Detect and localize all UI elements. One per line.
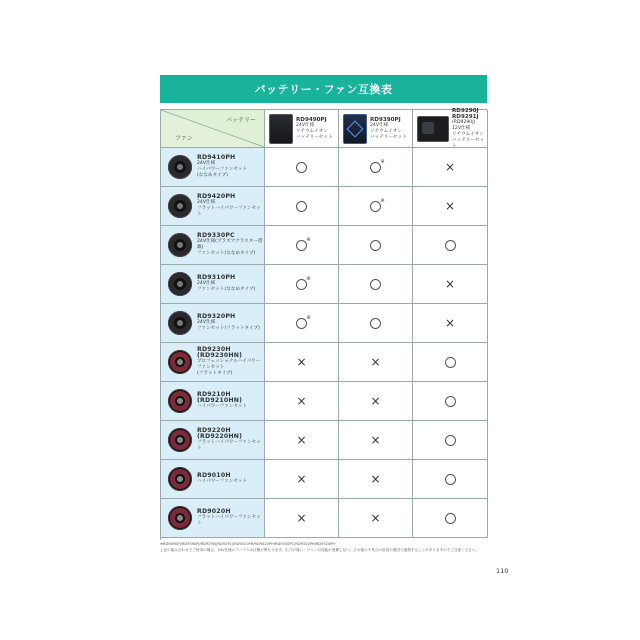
compatible-circle-icon [445,357,456,368]
fan-spec-line: フラットハイパワーファンセット [197,515,261,526]
battery-spec-line: リチウムイオン [452,131,484,137]
note-asterisk-icon: ※ [306,315,311,321]
table-row [161,460,488,499]
page-number: 110 [496,567,509,575]
fan-cell [161,226,265,265]
compatible-circle-icon [296,318,307,329]
compat-cell [339,421,413,460]
compatible-circle-icon [370,201,381,212]
note-asterisk-icon: ※ [306,237,311,243]
footnote-2: 上記の組み合わせでご使用の場合、24V仕様のデバイスは仕様が異なります。出力が弱い・ファンの性能が発揮しない。その他の不具合の原因の要因で損傷することがありますのでご注意ください。 [160,548,480,552]
compat-cell [413,421,488,460]
fan-spec-line: 24V仕様 [197,281,216,286]
battery-blue-icon [343,114,367,144]
compat-cell [339,265,413,304]
fan-icon [168,350,192,374]
compatible-circle-icon [445,396,456,407]
fan-cell [161,382,265,421]
fan-cell [161,304,265,343]
compatible-circle-icon [445,513,456,524]
fan-code: RD9230H (RD9230HN) [197,346,243,359]
fan-spec-line: ハイパワーファンセット [197,167,248,172]
fan-column-label: ファン [175,135,193,142]
battery-spec-line: 12V仕様 [452,125,471,131]
note-asterisk-icon: ※ [380,159,385,165]
table-row [161,187,488,226]
compat-cell [265,382,339,421]
battery-black-icon [269,114,293,144]
header-corner-cell [161,110,265,148]
incompatible-cross-icon: × [370,355,381,369]
fan-icon [168,233,192,257]
battery-spec-line: (RD9290J) [452,119,476,125]
battery-description [296,117,333,141]
fan-cell [161,343,265,382]
battery-code: RD9490PJ [296,116,327,123]
fan-description [197,233,264,257]
compat-cell [265,226,339,265]
incompatible-cross-icon: × [370,472,381,486]
battery-code: RD9290J [452,107,479,114]
compat-cell [265,265,339,304]
fan-description [197,509,264,527]
table-row [161,265,488,304]
table-row [161,499,488,538]
incompatible-cross-icon: × [444,160,456,174]
fan-icon [168,467,192,491]
fan-code: RD9420PH [197,193,236,200]
footnote-1: ※RD9490PJ/RD9390PJ/RD9290J/RD9291J/RD9410PH/RD9420PH/RD9330PC/RD9310PH/RD9320PH [160,542,336,546]
compat-cell [339,499,413,538]
battery-spec-line: 24V仕様 [296,122,315,128]
table-row [161,421,488,460]
compat-cell [265,421,339,460]
compatible-circle-icon [370,318,381,329]
compatible-circle-icon [445,240,456,251]
battery-column-label: バッテリー [225,117,256,124]
battery-spec-line: リチウムイオン [296,128,328,134]
fan-spec-line: ファンセット(ななめタイプ) [197,251,256,256]
fan-cell [161,460,265,499]
battery-spec-line: バッテリーセット [452,137,485,149]
fan-spec-line: ファンセット(フラットタイプ) [197,326,260,331]
fan-code: RD9330PC [197,232,235,239]
compat-cell [339,460,413,499]
battery-code: RD9390PJ [370,116,401,123]
compat-cell [413,460,488,499]
incompatible-cross-icon: × [444,277,456,291]
compat-cell [265,460,339,499]
fan-spec-line: プロフェッショナルハイパワーファンセット [197,359,261,370]
compat-cell [413,148,488,187]
battery-spec-line: 24V仕様 [370,122,389,128]
incompatible-cross-icon: × [296,394,307,408]
compatible-circle-icon [370,240,381,251]
compatibility-table [160,109,487,540]
fan-spec-line: 24V仕様(プラズマクラスター搭載) [197,239,263,250]
fan-code: RD9310PH [197,274,236,281]
table-row [161,343,488,382]
battery-spec-line: リチウムイオン [370,128,402,134]
fan-icon [168,311,192,335]
compat-cell [413,499,488,538]
compat-cell [413,343,488,382]
note-asterisk-icon: ※ [306,276,311,282]
battery-wide-icon [417,116,449,142]
battery-description [370,117,407,141]
compat-cell [265,343,339,382]
compat-cell [339,187,413,226]
compat-cell [339,343,413,382]
compat-cell [339,148,413,187]
fan-icon [168,428,192,452]
table-row [161,148,488,187]
compat-cell [413,187,488,226]
battery-header-2 [339,110,413,148]
fan-spec-line: (ななめタイプ) [197,173,228,178]
compatible-circle-icon [370,279,381,290]
fan-description [197,347,264,377]
fan-code: RD9010H [197,472,231,479]
incompatible-cross-icon: × [296,472,307,486]
incompatible-cross-icon: × [296,433,307,447]
incompatible-cross-icon: × [444,199,456,213]
fan-cell [161,187,265,226]
incompatible-cross-icon: × [370,433,381,447]
fan-spec-line: 24V仕様 [197,161,216,166]
compat-cell [265,304,339,343]
compatible-circle-icon [296,201,307,212]
fan-cell [161,148,265,187]
compat-cell [339,226,413,265]
compat-cell [339,382,413,421]
compatible-circle-icon [296,240,307,251]
fan-code: RD9320PH [197,313,236,320]
compat-cell [413,382,488,421]
compat-cell [265,148,339,187]
table-header-row [161,107,488,149]
note-asterisk-icon: ※ [380,198,385,204]
table-row [161,382,488,421]
incompatible-cross-icon: × [296,511,307,525]
battery-code-2: RD9291J [452,113,479,120]
fan-code: RD9410PH [197,154,236,161]
compatible-circle-icon [296,279,307,290]
fan-code: RD9020H [197,508,231,515]
fan-spec-line: ファンセット(ななめタイプ) [197,287,256,292]
fan-icon [168,272,192,296]
fan-description [197,275,255,293]
fan-icon [168,155,192,179]
battery-header-1 [265,110,339,148]
fan-spec-line: フラットハイパワーファンセット [197,206,261,217]
incompatible-cross-icon: × [444,316,456,330]
compat-cell [413,265,488,304]
incompatible-cross-icon: × [370,394,381,408]
battery-spec-line: バッテリーセット [296,134,333,140]
incompatible-cross-icon: × [370,511,381,525]
fan-spec-line: ハイパワーファンセット [197,404,248,409]
fan-description [197,392,264,410]
table-row [161,226,488,265]
fan-spec-line: 24V仕様 [197,200,216,205]
fan-description [197,473,247,485]
compatible-circle-icon [296,162,307,173]
incompatible-cross-icon: × [296,355,307,369]
fan-spec-line: ハイパワーファンセット [197,479,248,484]
compatible-circle-icon [445,474,456,485]
table-row [161,304,488,343]
fan-description [197,155,247,179]
fan-spec-line: フラットハイパワーファンセット [197,440,261,451]
fan-spec-line: (フラットタイプ) [197,371,233,376]
fan-code: RD9210H (RD9210HN) [197,391,243,404]
fan-description [197,194,264,218]
compat-cell [265,499,339,538]
compat-cell [413,226,488,265]
compatible-circle-icon [370,162,381,173]
battery-header-3 [413,107,488,149]
battery-description [452,108,487,150]
fan-icon [168,506,192,530]
fan-cell [161,499,265,538]
fan-code: RD9220H (RD9220HN) [197,427,243,440]
fan-cell [161,265,265,304]
compatible-circle-icon [445,435,456,446]
compat-cell [265,187,339,226]
fan-cell [161,421,265,460]
fan-description [197,428,264,452]
fan-icon [168,389,192,413]
compat-cell [413,304,488,343]
page-title: バッテリー・ファン互換表 [160,75,487,103]
compat-cell [339,304,413,343]
fan-icon [168,194,192,218]
fan-spec-line: 24V仕様 [197,320,216,325]
fan-description [197,314,260,332]
battery-spec-line: バッテリーセット [370,134,407,140]
